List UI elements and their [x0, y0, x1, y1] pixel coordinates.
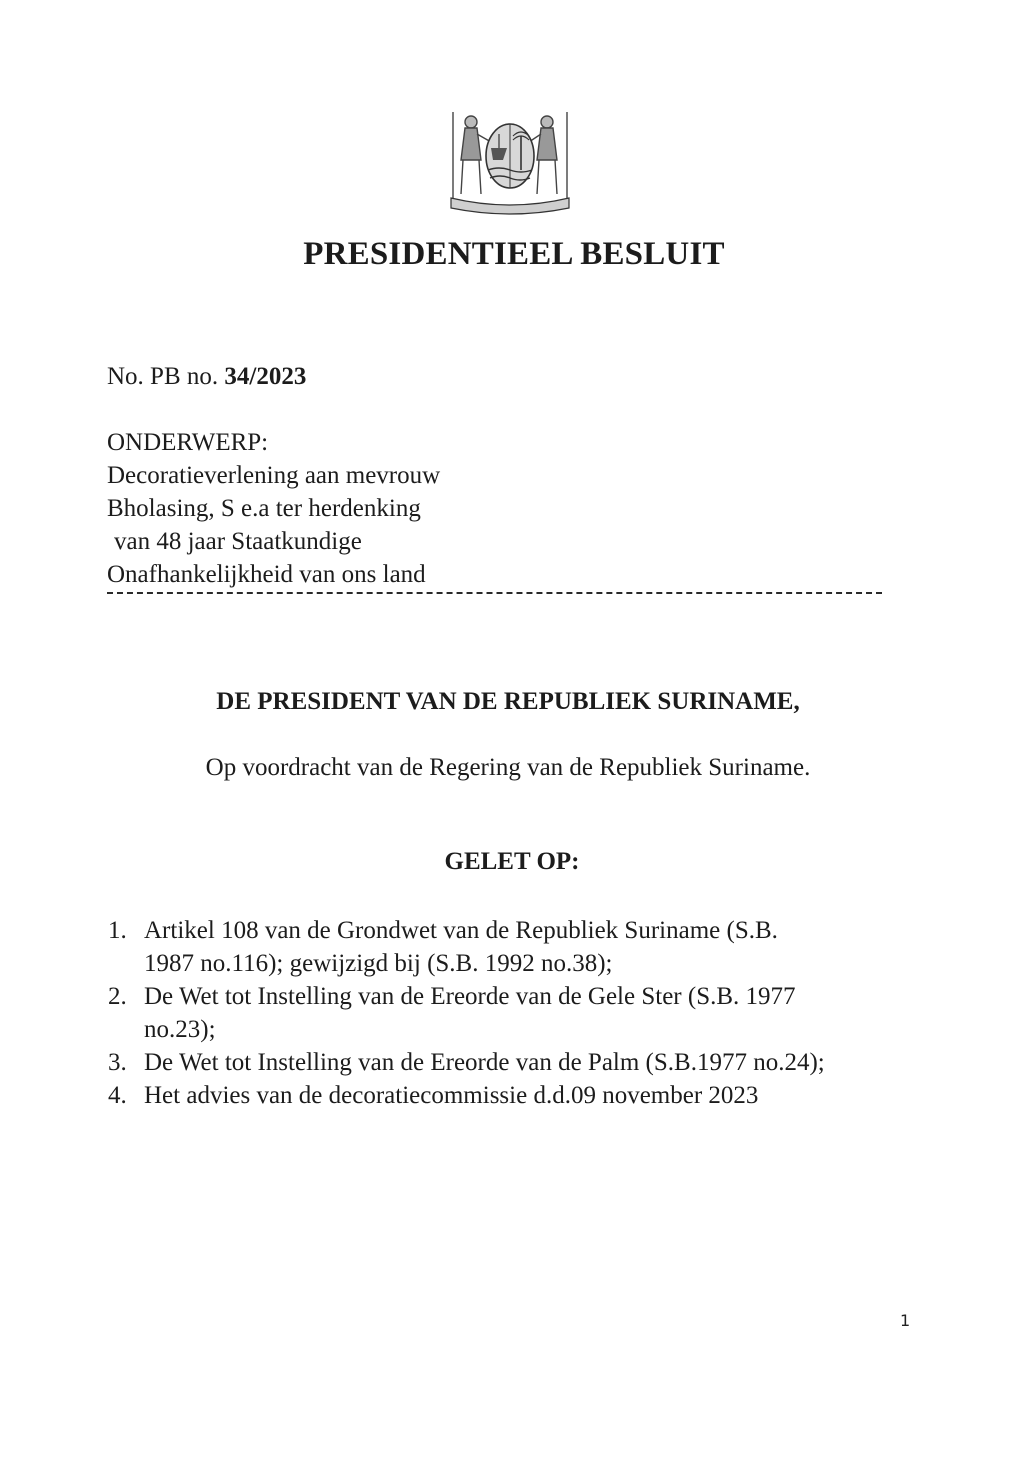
list-item-number: 2. — [108, 983, 127, 1010]
list-item — [108, 914, 928, 980]
subject-line: Decoratieverlening aan mevrouw — [107, 462, 441, 489]
voordracht-text: Op voordracht van de Regering van de Republiek Suriname. — [205, 754, 811, 781]
subject-line: Bholasing, S e.a ter herdenking — [107, 495, 421, 522]
list-item-number: 3. — [108, 1049, 127, 1076]
list-item-text: De Wet tot Instelling van de Ereorde van de Palm (S.B.1977 no.24); — [144, 1049, 825, 1076]
list-item-number: 4. — [108, 1082, 127, 1109]
list-item-text: Het advies van de decoratiecommissie d.d.09 november 2023 — [144, 1082, 759, 1109]
suriname-coat-of-arms-icon — [447, 108, 573, 216]
list-item-text: no.23); — [144, 1016, 216, 1043]
dashed-divider — [107, 592, 882, 596]
document-number — [107, 363, 306, 391]
document-title: PRESIDENTIEEL BESLUIT — [303, 236, 725, 272]
list-item — [108, 1079, 928, 1112]
list-item-number: 1. — [108, 917, 127, 944]
document-number-prefix: No. PB no. — [107, 363, 219, 390]
list-item — [108, 980, 928, 1046]
list-item-text: De Wet tot Instelling van de Ereorde van de Gele Ster (S.B. 1977 — [144, 983, 796, 1010]
page-number: 1 — [900, 1311, 911, 1330]
gelet-op-heading: GELET OP: — [444, 848, 580, 875]
subject-line: van 48 jaar Staatkundige — [114, 528, 362, 555]
gelet-op-list — [108, 914, 928, 1112]
list-item-text: Artikel 108 van de Grondwet van de Republiek Suriname (S.B. — [144, 917, 778, 944]
subject-block — [107, 426, 440, 591]
subject-line: Onafhankelijkheid van ons land — [107, 561, 426, 588]
subject-label: ONDERWERP: — [107, 429, 269, 456]
list-item — [108, 1046, 928, 1079]
list-item-text: 1987 no.116); gewijzigd bij (S.B. 1992 no.38); — [144, 950, 613, 977]
document-number-value: 34/2023 — [224, 363, 307, 390]
president-heading: DE PRESIDENT VAN DE REPUBLIEK SURINAME, — [216, 688, 800, 715]
